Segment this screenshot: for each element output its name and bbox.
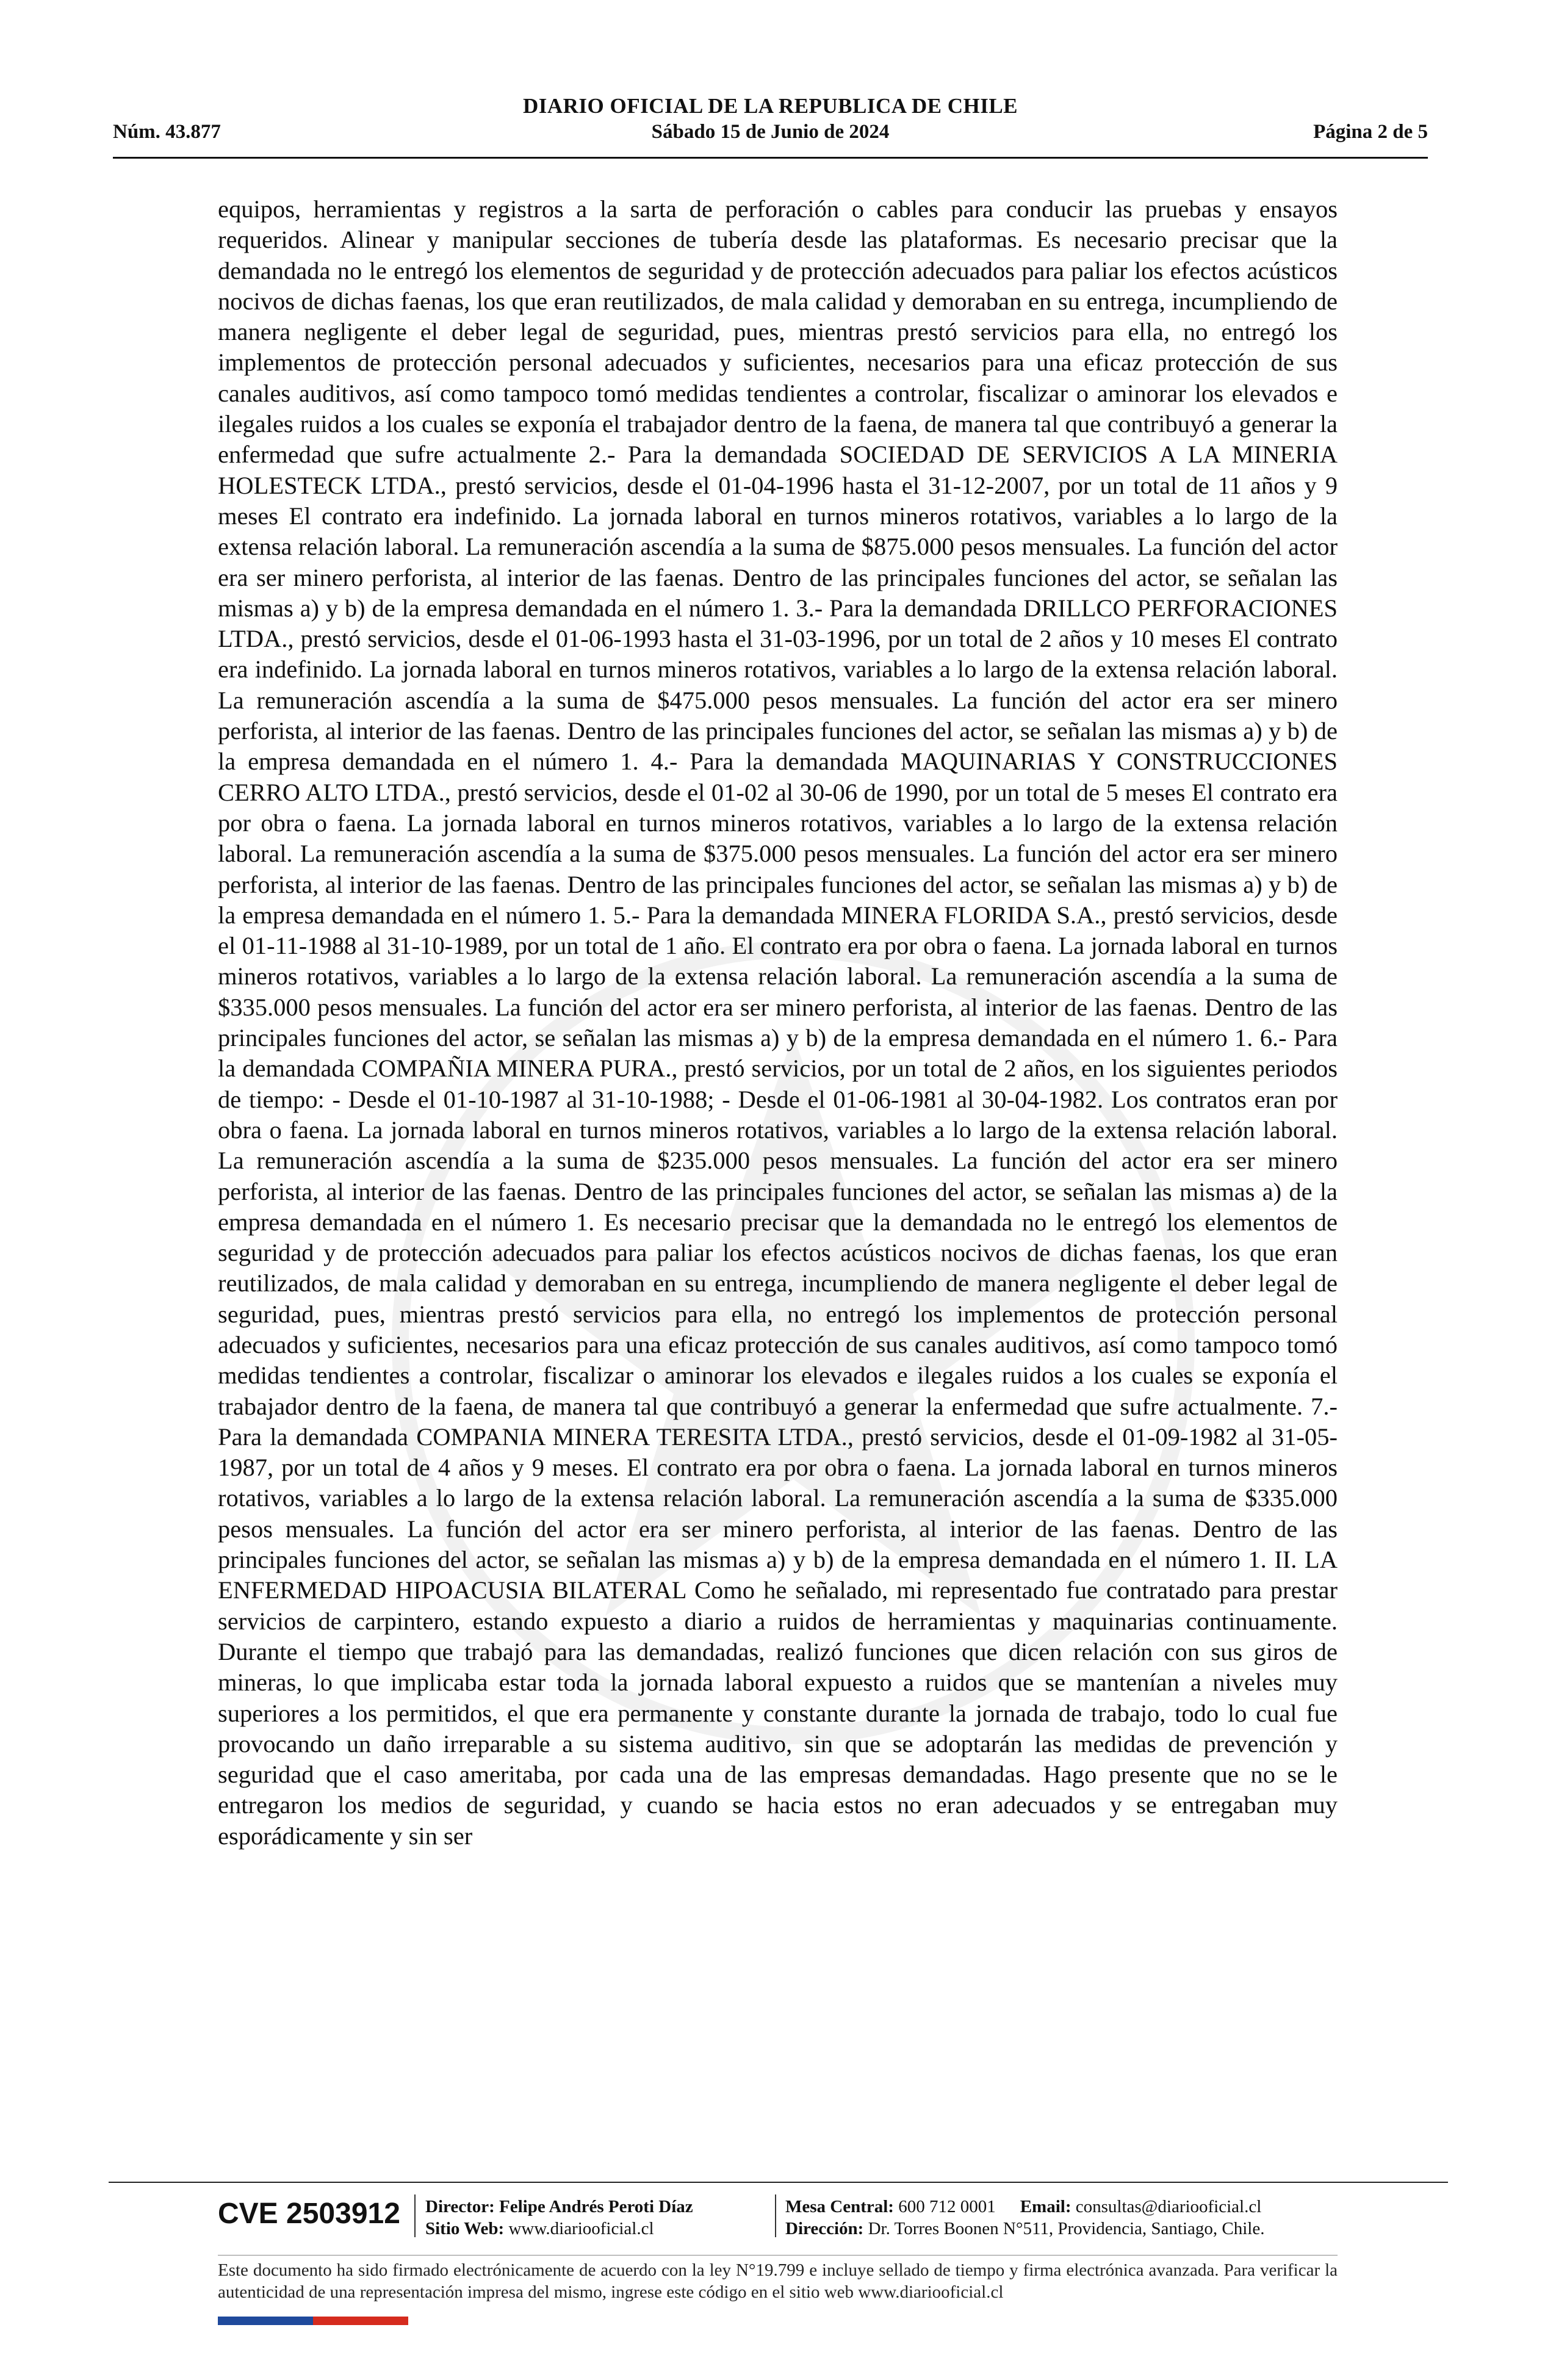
issue-date: Sábado 15 de Junio de 2024	[651, 121, 890, 143]
footer-separator	[414, 2194, 416, 2237]
director-label: Director:	[425, 2197, 495, 2216]
footer-note-divider	[218, 2255, 1338, 2256]
chile-flag-stripe	[218, 2317, 408, 2325]
address-value: Dr. Torres Boonen N°511, Providencia, Santiago, Chile.	[868, 2219, 1265, 2238]
address-label: Dirección:	[785, 2219, 864, 2238]
page-header	[113, 92, 1428, 156]
cve-code: CVE 2503912	[218, 2198, 400, 2230]
flag-red-segment	[313, 2317, 408, 2325]
footer-director-block	[425, 2196, 693, 2240]
footer-separator	[775, 2194, 776, 2237]
email-link[interactable]: consultas@diariooficial.cl	[1075, 2197, 1262, 2216]
footer-divider	[109, 2182, 1448, 2183]
issue-number: Núm. 43.877	[113, 121, 221, 143]
body-paragraph: equipos, herramientas y registros a la sarta de perforación o cables para conducir las pruebas y ensayos requeridos. Alinear y manipular secciones de tubería desde las plataformas. Es necesario precisar que la demandada no le entregó los elementos de seguridad y de protección adecuados para paliar los efectos acústicos nocivos de dichas faenas, los que eran reutilizados, de mala calidad y demoraban en su entrega, incumpliendo de manera negligente el deber legal de seguridad, pues, mientras prestó servicios para ella, no entregó los implementos de protección personal adecuados y suficientes, necesarios para una eficaz protección de sus canales auditivos, así como tampoco tomó medidas tendientes a controlar, fiscalizar o aminorar los elevados e ilegales ruidos a los cuales se exponía el trabajador dentro de la faena, de manera tal que contribuyó a generar la enfermedad que sufre actualmente 2.- Para la demandada SOCIEDAD DE SERVICIOS A LA MINERIA HOLESTECK LTDA., prestó servicios, desde el 01-04-1996 hasta el 31-12-2007, por un total de 11 años y 9 meses El contrato era indefinido. La jornada laboral en turnos mineros rotativos, variables a lo largo de la extensa relación laboral. La remuneración ascendía a la suma de $875.000 pesos mensuales. La función del actor era ser minero perforista, al interior de las faenas. Dentro de las principales funciones del actor, se señalan las mismas a) y b) de la empresa demandada en el número 1. 3.- Para la demandada DRILLCO PERFORACIONES LTDA., prestó servicios, desde el 01-06-1993 hasta el 31-03-1996, por un total de 2 años y 10 meses El contrato era indefinido. La jornada laboral en turnos mineros rotativos, variables a lo largo de la extensa relación laboral. La remuneración ascendía a la suma de $475.000 pesos mensuales. La función del actor era ser minero perforista, al interior de las faenas. Dentro de las principales funciones del actor, se señalan las mismas a) y b) de la empresa demandada en el número 1. 4.- Para la demandada MAQUINARIAS Y CONSTRUCCIONES CERRO ALTO LTDA., prestó servicios, desde el 01-02 al 30-06 de 1990, por un total de 5 meses El contrato era por obra o faena. La jornada laboral en turnos mineros rotativos, variables a lo largo de la extensa relación laboral. La remuneración ascendía a la suma de $375.000 pesos mensuales. La función del actor era ser minero perforista, al interior de las faenas. Dentro de las principales funciones del actor, se señalan las mismas a) y b) de la empresa demandada en el número 1. 5.- Para la demandada MINERA FLORIDA S.A., prestó servicios, desde el 01-11-1988 al 31-10-1989, por un total de 1 año. El contrato era por obra o faena. La jornada laboral en turnos mineros rotativos, variables a lo largo de la extensa relación laboral. La remuneración ascendía a la suma de $335.000 pesos mensuales. La función del actor era ser minero perforista, al interior de las faenas. Dentro de las principales funciones del actor, se señalan las mismas a) y b) de la empresa demandada en el número 1. 6.- Para la demandada COMPAÑIA MINERA PURA., prestó servicios, por un total de 2 años, en los siguientes periodos de tiempo: - Desde el 01-10-1987 al 31-10-1988; - Desde el 01-06-1981 al 30-04-1982. Los contratos eran por obra o faena. La jornada laboral en turnos mineros rotativos, variables a lo largo de la extensa relación laboral. La remuneración ascendía a la suma de $235.000 pesos mensuales. La función del actor era ser minero perforista, al interior de las faenas. Dentro de las principales funciones del actor, se señalan las mismas a) de la empresa demandada en el número 1. Es necesario precisar que la demandada no le entregó los elementos de seguridad y de protección adecuados para paliar los efectos acústicos nocivos de dichas faenas, los que eran reutilizados, de mala calidad y demoraban en su entrega, incumpliendo de manera negligente el deber legal de seguridad, pues, mientras prestó servicios para ella, no entregó los implementos de protección personal adecuados y suficientes, necesarios para una eficaz protección de sus canales auditivos, así como tampoco tomó medidas tendientes a controlar, fiscalizar o aminorar los elevados e ilegales ruidos a los cuales se exponía el trabajador dentro de la faena, de manera tal que contribuyó a generar la enfermedad que sufre actualmente. 7.- Para la demandada COMPANIA MINERA TERESITA LTDA., prestó servicios, desde el 01-09-1982 al 31-05-1987, por un total de 4 años y 9 meses. El contrato era por obra o faena. La jornada laboral en turnos mineros rotativos, variables a lo largo de la extensa relación laboral. La remuneración ascendía a la suma de $335.000 pesos mensuales. La función del actor era ser minero perforista, al interior de las faenas. Dentro de las principales funciones del actor, se señalan las mismas a) y b) de la empresa demandada en el número 1. II. LA ENFERMEDAD HIPOACUSIA BILATERAL Como he señalado, mi representado fue contratado para prestar servicios de carpintero, estando expuesto a diario a ruidos de herramientas y maquinarias continuamente. Durante el tiempo que trabajó para las demandadas, realizó funciones que dicen relación con sus giros de mineras, lo que implicaba estar toda la jornada laboral expuesto a ruidos que se mantenían a niveles muy superiores a los permitidos, el que era permanente y constante durante la jornada de trabajo, todo lo cual fue provocando un daño irreparable a su sistema auditivo, sin que se adoptarán las medidas de prevención y seguridad que el caso ameritaba, por cada una de las empresas demandadas. Hago presente que no se le entregaron los medios de seguridad, y cuando se hacia estos no eran adecuados y se entregaban muy esporádicamente y sin ser	[218, 195, 1338, 1850]
signature-note: Este documento ha sido firmado electrónicamente de acuerdo con la ley N°19.799 e incluye sellado de tiempo y firma electrónica avanzada. Para verificar la autenticidad de una representación impresa del mismo, ingrese este código en el sitio web www.diariooficial.cl	[218, 2260, 1338, 2302]
footer-contact-block	[785, 2196, 1264, 2240]
page-indicator: Página 2 de 5	[1313, 121, 1428, 143]
phone-label: Mesa Central:	[785, 2197, 894, 2216]
document-body	[218, 194, 1338, 1852]
website-label: Sitio Web:	[425, 2219, 505, 2238]
address-line	[785, 2218, 1264, 2240]
phone-value: 600 712 0001	[898, 2197, 996, 2216]
director-line	[425, 2196, 693, 2218]
footer-info	[218, 2191, 1338, 2240]
publication-title: DIARIO OFICIAL DE LA REPUBLICA DE CHILE	[522, 94, 1018, 118]
header-divider	[113, 157, 1428, 159]
website-link[interactable]: www.diariooficial.cl	[508, 2219, 654, 2238]
email-label: Email:	[1020, 2197, 1072, 2216]
contact-line	[785, 2196, 1264, 2218]
flag-blue-segment	[218, 2317, 313, 2325]
director-name: Felipe Andrés Peroti Díaz	[499, 2197, 693, 2216]
website-line	[425, 2218, 693, 2240]
